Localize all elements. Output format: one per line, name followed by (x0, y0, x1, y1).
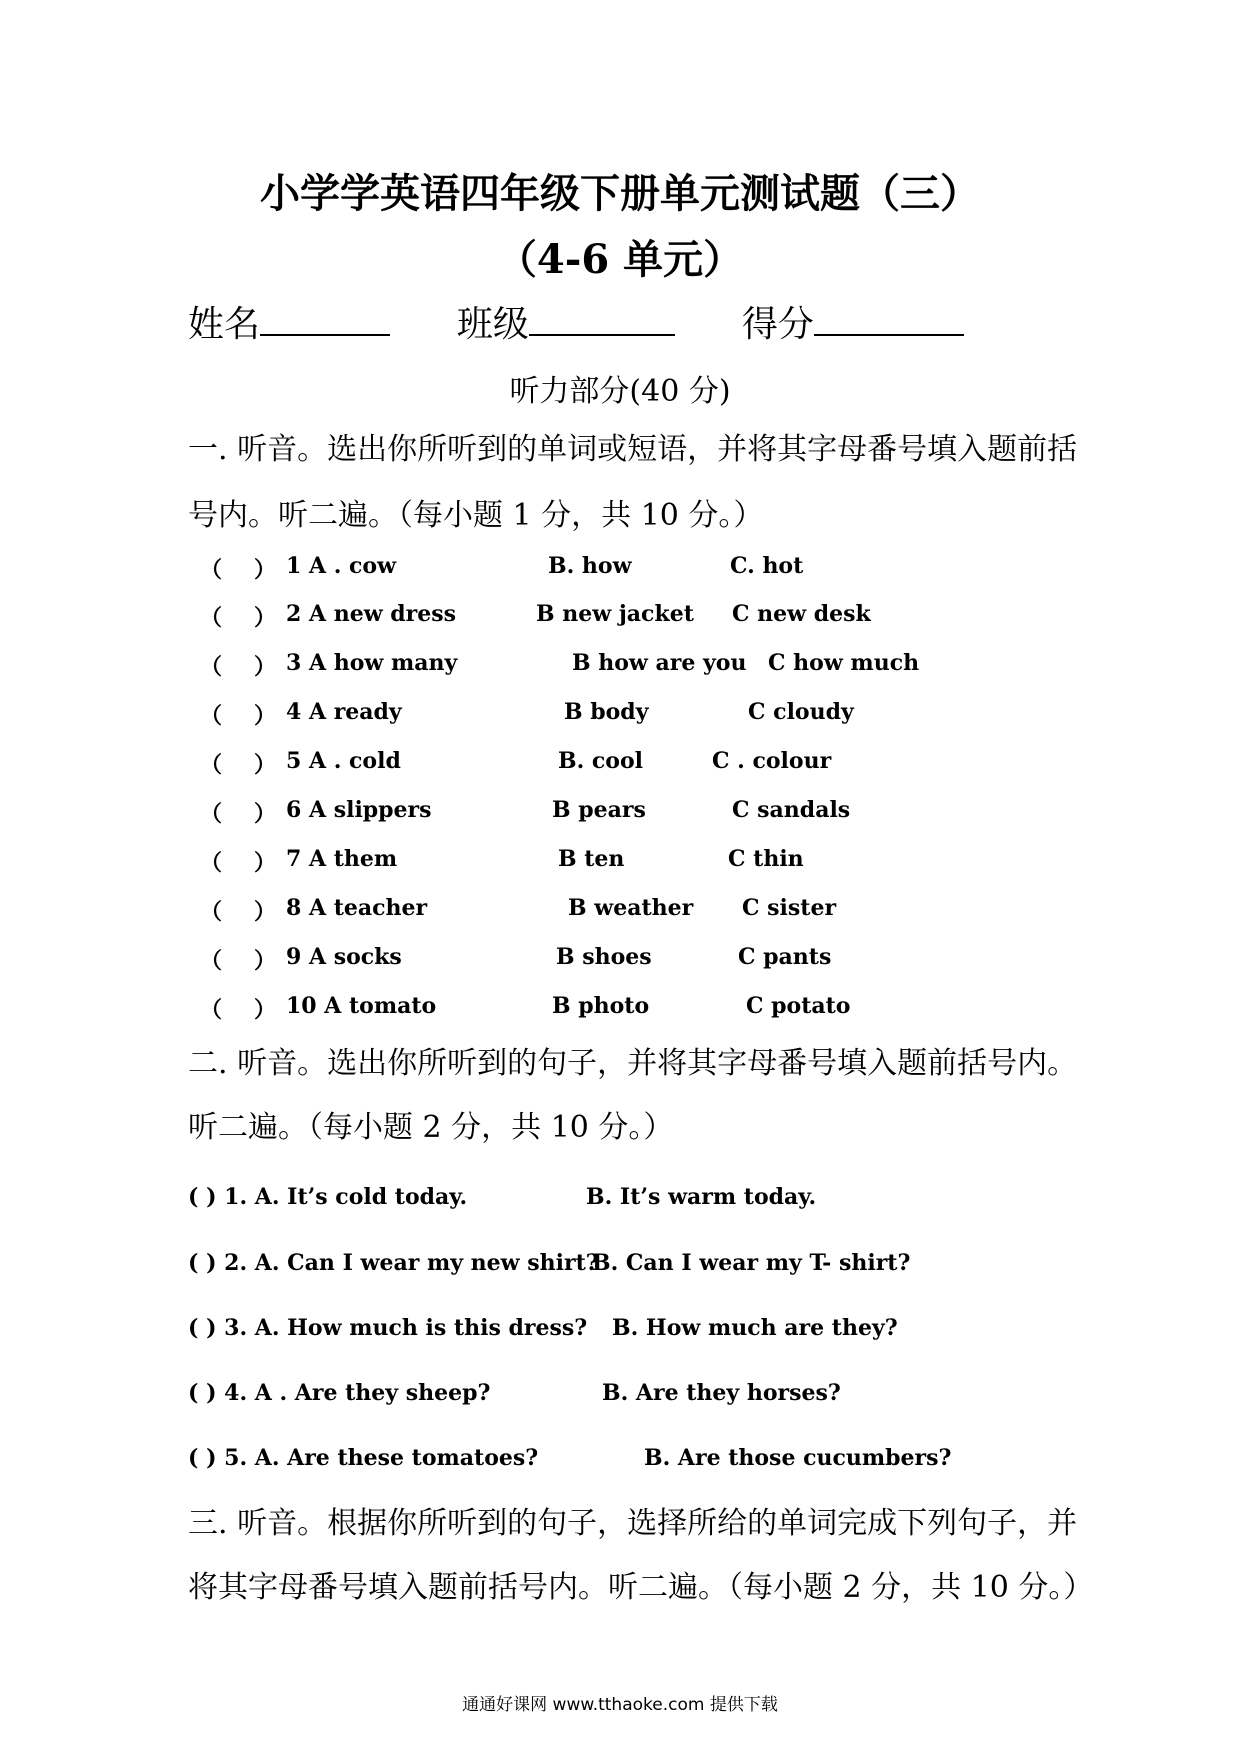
option-a: 9 A socks (286, 944, 402, 970)
close-paren: ） (254, 899, 277, 925)
option-b: B. Are those cucumbers? (644, 1445, 952, 1471)
option-c: C new desk (732, 601, 871, 627)
open-paren: （ (200, 850, 223, 876)
option-a: 8 A teacher (286, 895, 428, 921)
close-paren: ） (254, 557, 277, 583)
option-b: B. Are they horses? (602, 1380, 841, 1406)
option-b: B photo (552, 993, 650, 1019)
open-paren: （ (200, 605, 223, 631)
section1-instruction-line1: 一. 听音。选出你所听到的单词或短语，并将其字母番号填入题前括 (188, 432, 1078, 467)
option-c: C how much (768, 650, 920, 676)
option-a: 5 A . cold (286, 748, 401, 774)
option-c: C cloudy (748, 699, 854, 725)
option-a: 2 A new dress (286, 601, 457, 627)
option-b: B. cool (558, 748, 644, 774)
option-c: C sister (742, 895, 837, 921)
option-a: 7 A them (286, 846, 398, 872)
name-blank (260, 304, 390, 336)
close-paren: ） (254, 605, 277, 631)
page-title: 小学学英语四年级下册单元测试题（三） (260, 170, 980, 217)
name-label: 姓名 (188, 304, 261, 345)
score-blank (814, 304, 964, 336)
option-b: B body (564, 699, 649, 725)
close-paren: ） (254, 997, 277, 1023)
option-a: 4 A ready (286, 699, 402, 725)
close-paren: ） (254, 801, 277, 827)
open-paren: （ (200, 899, 223, 925)
option-a: ( ) 1. A. It’s cold today. (188, 1184, 468, 1210)
option-a: ( ) 2. A. Can I wear my new shirt? (188, 1250, 599, 1276)
option-b: B weather (568, 895, 694, 921)
option-a: 10 A tomato (286, 993, 437, 1019)
class-label: 班级 (456, 304, 529, 345)
option-b: B pears (552, 797, 646, 823)
section3-instruction-line1: 三. 听音。根据你所听到的句子，选择所给的单词完成下列句子，并 (188, 1506, 1078, 1541)
open-paren: （ (200, 654, 223, 680)
section3-instruction-line2: 将其字母番号填入题前括号内。听二遍。（每小题 2 分，共 10 分。） (188, 1570, 1094, 1605)
option-c: C thin (728, 846, 804, 872)
score-label: 得分 (741, 304, 814, 345)
option-b: B how are you (572, 650, 747, 676)
close-paren: ） (254, 850, 277, 876)
student-info-row (188, 296, 964, 347)
page-subtitle: （4-6 单元） (496, 236, 744, 283)
open-paren: （ (200, 801, 223, 827)
option-c: C . colour (712, 748, 832, 774)
listening-section-header: 听力部分(40 分) (509, 374, 731, 409)
close-paren: ） (254, 703, 277, 729)
option-a: 1 A . cow (286, 553, 397, 579)
open-paren: （ (200, 997, 223, 1023)
option-a: 3 A how many (286, 650, 458, 676)
option-b: B shoes (556, 944, 652, 970)
option-c: C potato (746, 993, 851, 1019)
open-paren: （ (200, 703, 223, 729)
close-paren: ） (254, 948, 277, 974)
section2-instruction-line1: 二. 听音。选出你所听到的句子，并将其字母番号填入题前括号内。 (188, 1046, 1078, 1081)
section1-instruction-line2: 号内。听二遍。（每小题 1 分，共 10 分。） (188, 498, 764, 533)
option-c: C sandals (732, 797, 851, 823)
option-b: B new jacket (536, 601, 694, 627)
open-paren: （ (200, 557, 223, 583)
open-paren: （ (200, 752, 223, 778)
option-b: B. how (548, 553, 632, 579)
section2-instruction-line2: 听二遍。（每小题 2 分，共 10 分。） (188, 1110, 674, 1145)
class-blank (529, 304, 675, 336)
option-a: ( ) 5. A. Are these tomatoes? (188, 1445, 539, 1471)
option-a: ( ) 3. A. How much is this dress? (188, 1315, 588, 1341)
option-c: C pants (738, 944, 832, 970)
option-a: 6 A slippers (286, 797, 432, 823)
close-paren: ） (254, 752, 277, 778)
option-b: B. It’s warm today. (586, 1184, 817, 1210)
option-b: B. Can I wear my T- shirt? (592, 1250, 911, 1276)
option-c: C. hot (730, 553, 804, 579)
option-b: B. How much are they? (612, 1315, 898, 1341)
open-paren: （ (200, 948, 223, 974)
option-a: ( ) 4. A . Are they sheep? (188, 1380, 491, 1406)
close-paren: ） (254, 654, 277, 680)
option-b: B ten (558, 846, 625, 872)
footer-source: 通通好课网 www.tthaoke.com 提供下载 (462, 1695, 778, 1715)
